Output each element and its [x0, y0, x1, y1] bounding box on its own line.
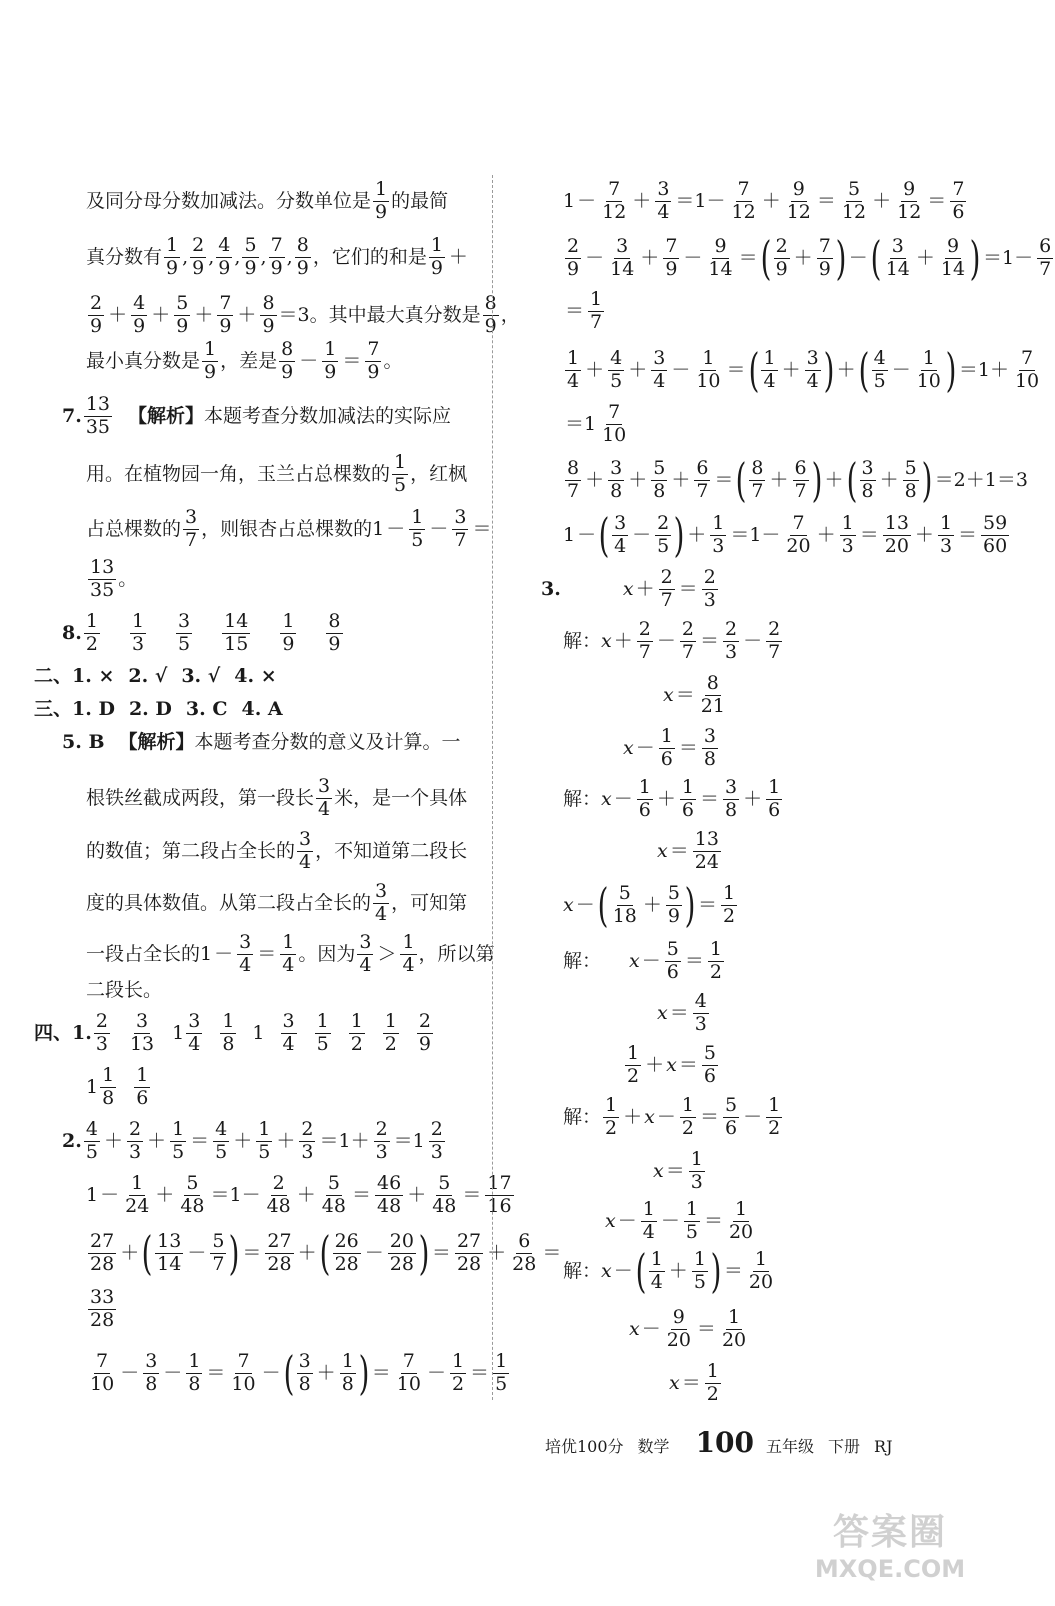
answer-line: 的数值；第二段占全长的 $\frac{3}{4}$ ，不知道第二段长 — [86, 828, 468, 873]
solution-step: x ＝ $\frac{13}{24}$ — [657, 828, 719, 873]
text: 本题考查分数加减法的实际应 — [204, 404, 452, 427]
equation: 1 － $\frac{7}{12}$ ＋ $\frac{3}{4}$ ＝1－ $\frac{7}{12}$ ＋ $\frac{9}{12}$ ＝ $\frac{5}{12}$ ＋ $\frac{9}{12}$ ＝ $\frac{7}{6}$ — [563, 178, 965, 223]
text: 本题考查分数的意义及计算。一 — [194, 731, 461, 753]
answer: 2. √ — [128, 665, 168, 687]
section-4-q2: 2. $\frac{4}{5}$ ＋ $\frac{2}{3}$ ＋ $\frac{1}{5}$ ＝ $\frac{4}{5}$ ＋ $\frac{1}{5}$ ＋ $\frac{2}{3}$ ＝1＋ $\frac{2}{3}$ ＝1 $\frac{2}{3}$ — [62, 1118, 443, 1163]
page-number: 100 — [695, 1426, 755, 1459]
answer-line: 度的具体数值。从第二段占全长的 $\frac{3}{4}$ ，可知第 — [86, 880, 468, 925]
question-5 — [62, 733, 461, 752]
book-title: 培优100分 — [545, 1437, 624, 1456]
answer-line: $\frac{7}{10}$ － $\frac{3}{8}$ － $\frac{1}{8}$ ＝ $\frac{7}{10}$ － ( $\frac{3}{8}$ ＋ $\frac{1}{8}$ ) ＝ $\frac{7}{10}$ － $\frac{1}{2}$ ＝ $\frac{1}{5}$ — [90, 1346, 508, 1400]
answer-line: 及同分母分数加减法。分数单位是 $\frac{1}{9}$ 的最简 — [86, 178, 449, 223]
text: 用。在植物园一角，玉兰占总棵数的 — [86, 462, 391, 485]
answer: 1. D — [72, 698, 115, 720]
text: 及同分母分数加减法。分数单位是 — [86, 189, 372, 212]
solve-label: 解： — [563, 629, 602, 652]
answer-line: $\frac{33}{28}$ — [90, 1286, 115, 1331]
text: ，可知第 — [391, 891, 468, 914]
answer-line: 最小真分数是 $\frac{1}{9}$ ，差是 $\frac{8}{9}$ － $\frac{1}{9}$ ＝ $\frac{7}{9}$ 。 — [86, 338, 403, 383]
solution-step: 解： x ＋ $\frac{2}{7}$ － $\frac{2}{7}$ ＝ $\frac{2}{3}$ － $\frac{2}{7}$ — [563, 618, 781, 663]
answer: 3. C — [185, 698, 228, 720]
edition-label: RJ — [874, 1437, 893, 1456]
solution-step: x ＝ $\frac{4}{3}$ — [657, 990, 707, 1035]
question-3: 3. x ＋ $\frac{2}{7}$ ＝ $\frac{2}{3}$ — [541, 566, 716, 611]
answer: 4. A — [241, 698, 283, 720]
solution-step: 解： $\frac{1}{2}$ ＋ x － $\frac{1}{2}$ ＝ $\frac{5}{6}$ － $\frac{1}{2}$ — [563, 1094, 781, 1139]
equation: ＝1 $\frac{7}{10}$ — [565, 401, 627, 446]
answer-line: 真分数有 $\frac{1}{9}$ , $\frac{2}{9}$ , $\frac{4}{9}$ , $\frac{5}{9}$ , $\frac{7}{9}$ , $\frac{8}{9}$ ，它们的和是 $\frac{1}{9}$ ＋ — [86, 234, 468, 279]
answer-line: $\frac{13}{35}$ 。 — [90, 556, 138, 601]
subject-label: 数学 — [637, 1437, 670, 1456]
answer: 1. × — [72, 665, 115, 687]
watermark-logo — [815, 1488, 965, 1598]
text: 占总棵数的 — [86, 517, 182, 540]
answer: 2. D — [128, 698, 172, 720]
equation: ＝ $\frac{1}{7}$ — [565, 288, 603, 333]
watermark-text: 答案圈 — [832, 1510, 947, 1553]
analysis-tag: 【解析】 — [128, 404, 205, 427]
solve-label: 解： — [563, 949, 602, 972]
text: 。 — [383, 349, 403, 372]
text: ，则银杏占总棵数的 — [201, 517, 373, 540]
text: 。因为 — [298, 942, 356, 965]
text: ，不知道第二段长 — [315, 839, 468, 862]
section-3 — [34, 700, 283, 719]
question-8: 8. $\frac{1}{2}$ $\frac{1}{3}$ $\frac{3}{5}$ $\frac{14}{15}$ $\frac{1}{9}$ $\frac{8}{9}$ — [62, 610, 341, 655]
text: 最小真分数是 — [86, 349, 201, 372]
section-label: 二、 — [34, 665, 73, 687]
question-number: 3. — [541, 577, 561, 600]
equation: x － $\frac{1}{6}$ ＝ $\frac{3}{8}$ — [623, 725, 716, 770]
text: 的最简 — [391, 189, 449, 212]
question-number: 7. — [62, 404, 82, 427]
text: ＝3。其中最大真分数是 — [278, 303, 481, 326]
question-number: 5. B — [62, 731, 105, 753]
text: 米，是一个具体 — [334, 786, 468, 809]
text: 的数值；第二段占全长的 — [86, 839, 296, 862]
equation: $\frac{2}{9}$ － $\frac{3}{14}$ ＋ $\frac{7}{9}$ － $\frac{9}{14}$ ＝ ( $\frac{2}{9}$ ＋ $\frac{7}{9}$ ) － ( $\frac{3}{14}$ ＋ $\frac{9}{14}$ ) ＝1－ $\frac{6}{7}$ — [567, 231, 1052, 285]
answer-line: 1 $\frac{1}{8}$ $\frac{1}{6}$ — [86, 1064, 149, 1109]
text: ，它们的和是 — [312, 245, 427, 268]
question-number: 1. — [72, 1021, 92, 1044]
grade-label: 五年级 — [766, 1437, 815, 1456]
solution-step: x ＝ $\frac{1}{2}$ — [669, 1360, 719, 1405]
text: 二段长。 — [86, 979, 163, 1001]
text: ，所以第 — [418, 942, 495, 965]
answer: 3. √ — [181, 665, 221, 687]
answer-line: 占总棵数的 $\frac{3}{7}$ ，则银杏占总棵数的 1 － $\frac{1}{5}$ － $\frac{3}{7}$ ＝ — [86, 506, 492, 551]
text: 根铁丝截成两段，第一段长 — [86, 786, 315, 809]
text: 度的具体数值。从第二段占全长的 — [86, 891, 372, 914]
answer-line: 用。在植物园一角，玉兰占总棵数的 $\frac{1}{5}$ ，红枫 — [86, 451, 468, 496]
analysis-tag: 【解析】 — [118, 731, 195, 753]
section-2 — [34, 667, 277, 686]
section-label: 四、 — [34, 1021, 73, 1044]
page-footer — [545, 1426, 907, 1459]
answer-line: 1 － $\frac{1}{24}$ ＋ $\frac{5}{48}$ ＝1－ $\frac{2}{48}$ ＋ $\frac{5}{48}$ ＝ $\frac{46}{48}$ ＋ $\frac{5}{48}$ ＝ $\frac{17}{16}$ — [86, 1172, 512, 1217]
equation: $\frac{8}{7}$ ＋ $\frac{3}{8}$ ＋ $\frac{5}{8}$ ＋ $\frac{6}{7}$ ＝ ( $\frac{8}{7}$ ＋ $\frac{6}{7}$ ) ＋ ( $\frac{3}{8}$ ＋ $\frac{5}{8}$ ) ＝2＋1＝3 — [567, 453, 1028, 507]
equation: $\frac{1}{4}$ ＋ $\frac{4}{5}$ ＋ $\frac{3}{4}$ － $\frac{1}{10}$ ＝ ( $\frac{1}{4}$ ＋ $\frac{3}{4}$ ) ＋ ( $\frac{4}{5}$ － $\frac{1}{10}$ ) ＝1＋ $\frac{7}{10}$ — [567, 343, 1040, 397]
solution-step: 解： x － $\frac{5}{6}$ ＝ $\frac{1}{2}$ — [563, 938, 722, 983]
section-label: 三、 — [34, 698, 73, 720]
solution-step: x ＝ $\frac{1}{3}$ — [653, 1148, 703, 1193]
equation: x － $\frac{1}{4}$ － $\frac{1}{5}$ ＝ $\frac{1}{20}$ — [605, 1198, 754, 1243]
answer-line: $\frac{2}{9}$ ＋ $\frac{4}{9}$ ＋ $\frac{5}{9}$ ＋ $\frac{7}{9}$ ＋ $\frac{8}{9}$ ＝3。其中最大真分数是 $\frac{8}{9}$ ， — [90, 292, 520, 337]
solution-step: x ＝ $\frac{8}{21}$ — [663, 672, 725, 717]
solution-step: x － $\frac{9}{20}$ ＝ $\frac{1}{20}$ — [629, 1306, 747, 1351]
text: 一段占全长的 — [86, 942, 201, 965]
answer-line: 一段占全长的 1 － $\frac{3}{4}$ ＝ $\frac{1}{4}$ 。因为 $\frac{3}{4}$ ＞ $\frac{1}{4}$ ，所以第 — [86, 931, 495, 976]
watermark-url: MXQE.COM — [814, 1554, 966, 1583]
answer-line: 根铁丝截成两段，第一段长 $\frac{3}{4}$ 米，是一个具体 — [86, 775, 468, 820]
solution-step: 解： x － $\frac{1}{6}$ ＋ $\frac{1}{6}$ ＝ $\frac{3}{8}$ ＋ $\frac{1}{6}$ — [563, 776, 781, 821]
answer-line: $\frac{27}{28}$ ＋ ( $\frac{13}{14}$ － $\frac{5}{7}$ ) ＝ $\frac{27}{28}$ ＋ ( $\frac{26}{28}$ － $\frac{20}{28}$ ) ＝ $\frac{27}{28}$ ＋ $\frac{6}{28}$ ＝ — [90, 1226, 562, 1280]
solution-step: 解： x － ( $\frac{1}{4}$ ＋ $\frac{1}{5}$ ) ＝ $\frac{1}{20}$ — [563, 1244, 774, 1298]
answer-line — [86, 981, 162, 1000]
question-number: 8. — [62, 621, 82, 644]
equation: 1 － ( $\frac{3}{4}$ － $\frac{2}{5}$ ) ＋ $\frac{1}{3}$ ＝1－ $\frac{7}{20}$ ＋ $\frac{1}{3}$ ＝ $\frac{13}{20}$ ＋ $\frac{1}{3}$ ＝ $\frac{59}{60}$ — [563, 508, 1008, 562]
question-7: 7. $\frac{13}{35}$ 【解析】 本题考查分数加减法的实际应 — [62, 393, 452, 438]
solve-label: 解： — [563, 1259, 602, 1282]
text: ，红枫 — [410, 462, 468, 485]
equation: x － ( $\frac{5}{18}$ ＋ $\frac{5}{9}$ ) ＝ $\frac{1}{2}$ — [563, 878, 736, 932]
text: 真分数有 — [86, 245, 163, 268]
answer: 4. × — [234, 665, 277, 687]
equation: $\frac{1}{2}$ ＋ x ＝ $\frac{5}{6}$ — [627, 1042, 716, 1087]
column-divider — [492, 175, 493, 1400]
volume-label: 下册 — [828, 1437, 861, 1456]
text: ，差是 — [220, 349, 278, 372]
section-4-q1: 四、 1. $\frac{2}{3}$ $\frac{3}{13}$ 1 $\frac{3}{4}$ $\frac{1}{8}$ 1 $\frac{3}{4}$ $\frac{1}{5}$ $\frac{1}{2}$ $\frac{1}{2}$ $\frac{2}{9}$ — [34, 1010, 431, 1055]
solve-label: 解： — [563, 787, 602, 810]
solve-label: 解： — [563, 1105, 602, 1128]
question-number: 2. — [62, 1129, 82, 1152]
